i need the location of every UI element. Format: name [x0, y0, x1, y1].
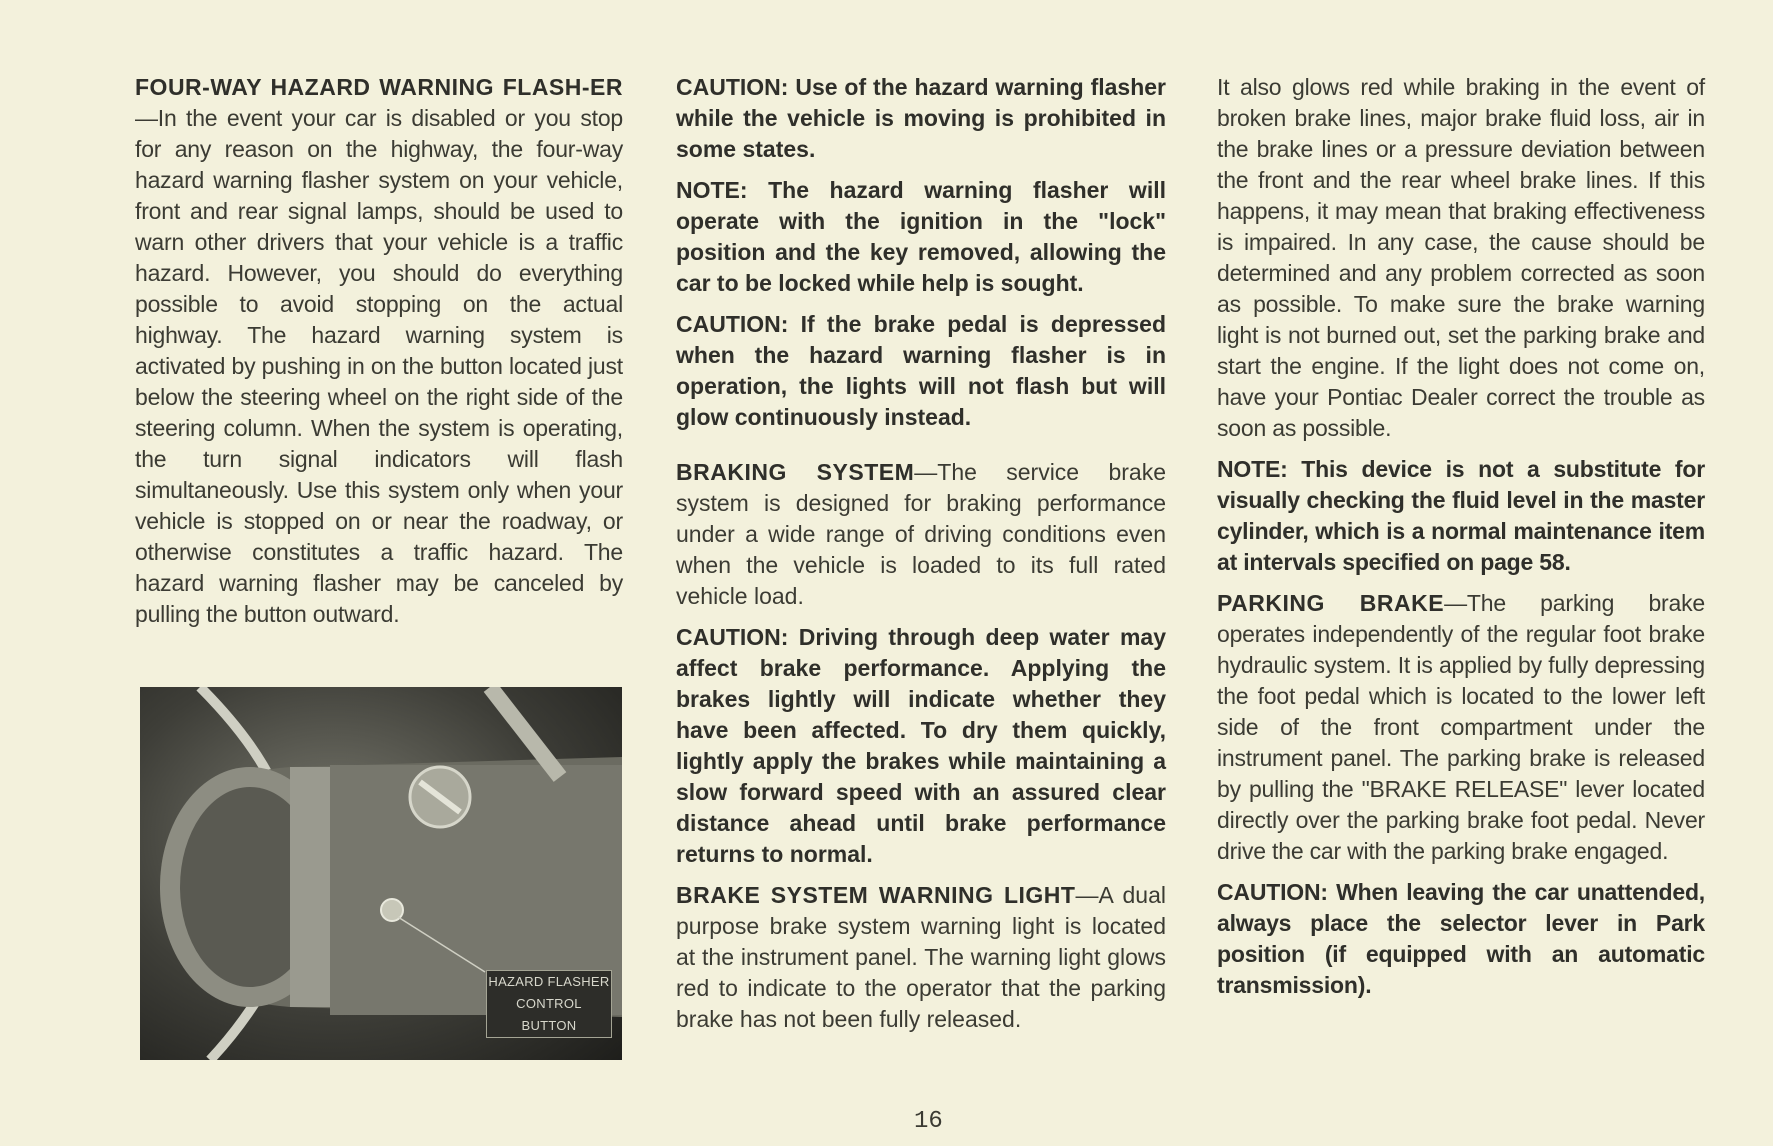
callout-line-1: HAZARD FLASHER — [488, 974, 610, 989]
parking-brake-body: —The parking brake operates independently of the regular foot brake hydraulic system. It is applied by fully depressing the foot pedal which is located to the lower left side of the front compartment under the instrument panel. The parking brake is released by pulling the "BRAKE RELEASE" lever located directly over the parking brake foot pedal. Never drive the car with the parking brake engaged. — [1217, 590, 1705, 864]
braking-system-body: —The service brake system is designed for braking performance under a wide range of driving conditions even when the vehicle is loaded to its full rated vehicle load. — [676, 459, 1166, 609]
brake-warning-light-heading: BRAKE SYSTEM WARNING LIGHT — [676, 882, 1076, 908]
caution-unattended-paragraph: CAUTION: When leaving the car unattended, always place the selector lever in Park position (if equipped with an automatic transmission). — [1217, 879, 1705, 998]
caution-deep-water-paragraph: CAUTION: Driving through deep water may affect brake performance. Applying the brakes lightly will indicate whether they have been affected. To dry them quickly, lightly apply the brakes while maintaining a slow forward speed with an assured clear distance ahead until brake performance returns to normal. — [676, 624, 1166, 867]
steering-column-photo — [140, 687, 622, 1060]
parking-brake-paragraph — [1217, 588, 1705, 867]
hazard-flasher-paragraph — [135, 72, 623, 630]
hazard-button-callout — [486, 970, 612, 1038]
column-right — [1217, 72, 1705, 1011]
column-middle — [676, 72, 1166, 1045]
hazard-flasher-heading: FOUR-WAY HAZARD WARNING FLASH-ER — [135, 74, 623, 100]
caution-moving-paragraph: CAUTION: Use of the hazard warning flasher while the vehicle is moving is prohibited in some states. — [676, 74, 1166, 162]
note-master-cylinder-paragraph: NOTE: This device is not a substitute for visually checking the fluid level in the master cylinder, which is a normal maintenance item at intervals specified on page 58. — [1217, 456, 1705, 575]
brake-warning-light-body: —A dual purpose brake system warning light is located at the instrument panel. The warning light glows red to indicate to the operator that the parking brake has not been fully released. — [676, 882, 1166, 1032]
column-left — [135, 72, 623, 640]
callout-line-2: CONTROL BUTTON — [516, 996, 582, 1033]
braking-system-paragraph — [676, 457, 1166, 612]
hazard-flasher-body: —In the event your car is disabled or you stop for any reason on the highway, the four-way hazard warning flasher system on your vehicle, front and rear signal lamps, should be used to warn other drivers that your vehicle is a traffic hazard. However, you should do everything possible to avoid stopping on the actual highway. The hazard warning system is activated by pushing in on the button located just below the steering wheel on the right side of the steering column. When the system is operating, the turn signal indicators will flash simultaneously. Use this system only when your vehicle is stopped on or near the roadway, or otherwise constitutes a traffic hazard. The hazard warning flasher may be canceled by pulling the button outward. — [135, 105, 623, 627]
warning-light-continued-paragraph: It also glows red while braking in the event of broken brake lines, major brake fluid loss, air in the brake lines or a pressure deviation between the front and the rear wheel brake lines. If this happens, it may mean that braking effectiveness is impaired. In any case, the cause should be determined and any problem corrected as soon as possible. To make sure the brake warning light is not burned out, set the parking brake and start the engine. If the light does not come on, have your Pontiac Dealer correct the trouble as soon as possible. — [1217, 74, 1705, 441]
brake-warning-light-paragraph — [676, 880, 1166, 1035]
caution-brake-pedal-paragraph: CAUTION: If the brake pedal is depressed when the hazard warning flasher is in operation, the lights will not flash but will glow continuously instead. — [676, 311, 1166, 430]
braking-system-heading: BRAKING SYSTEM — [676, 459, 915, 485]
note-ignition-paragraph: NOTE: The hazard warning flasher will operate with the ignition in the "lock" position and the key removed, allowing the car to be locked while help is sought. — [676, 177, 1166, 296]
page-number: 16 — [914, 1108, 943, 1135]
parking-brake-heading: PARKING BRAKE — [1217, 590, 1445, 616]
